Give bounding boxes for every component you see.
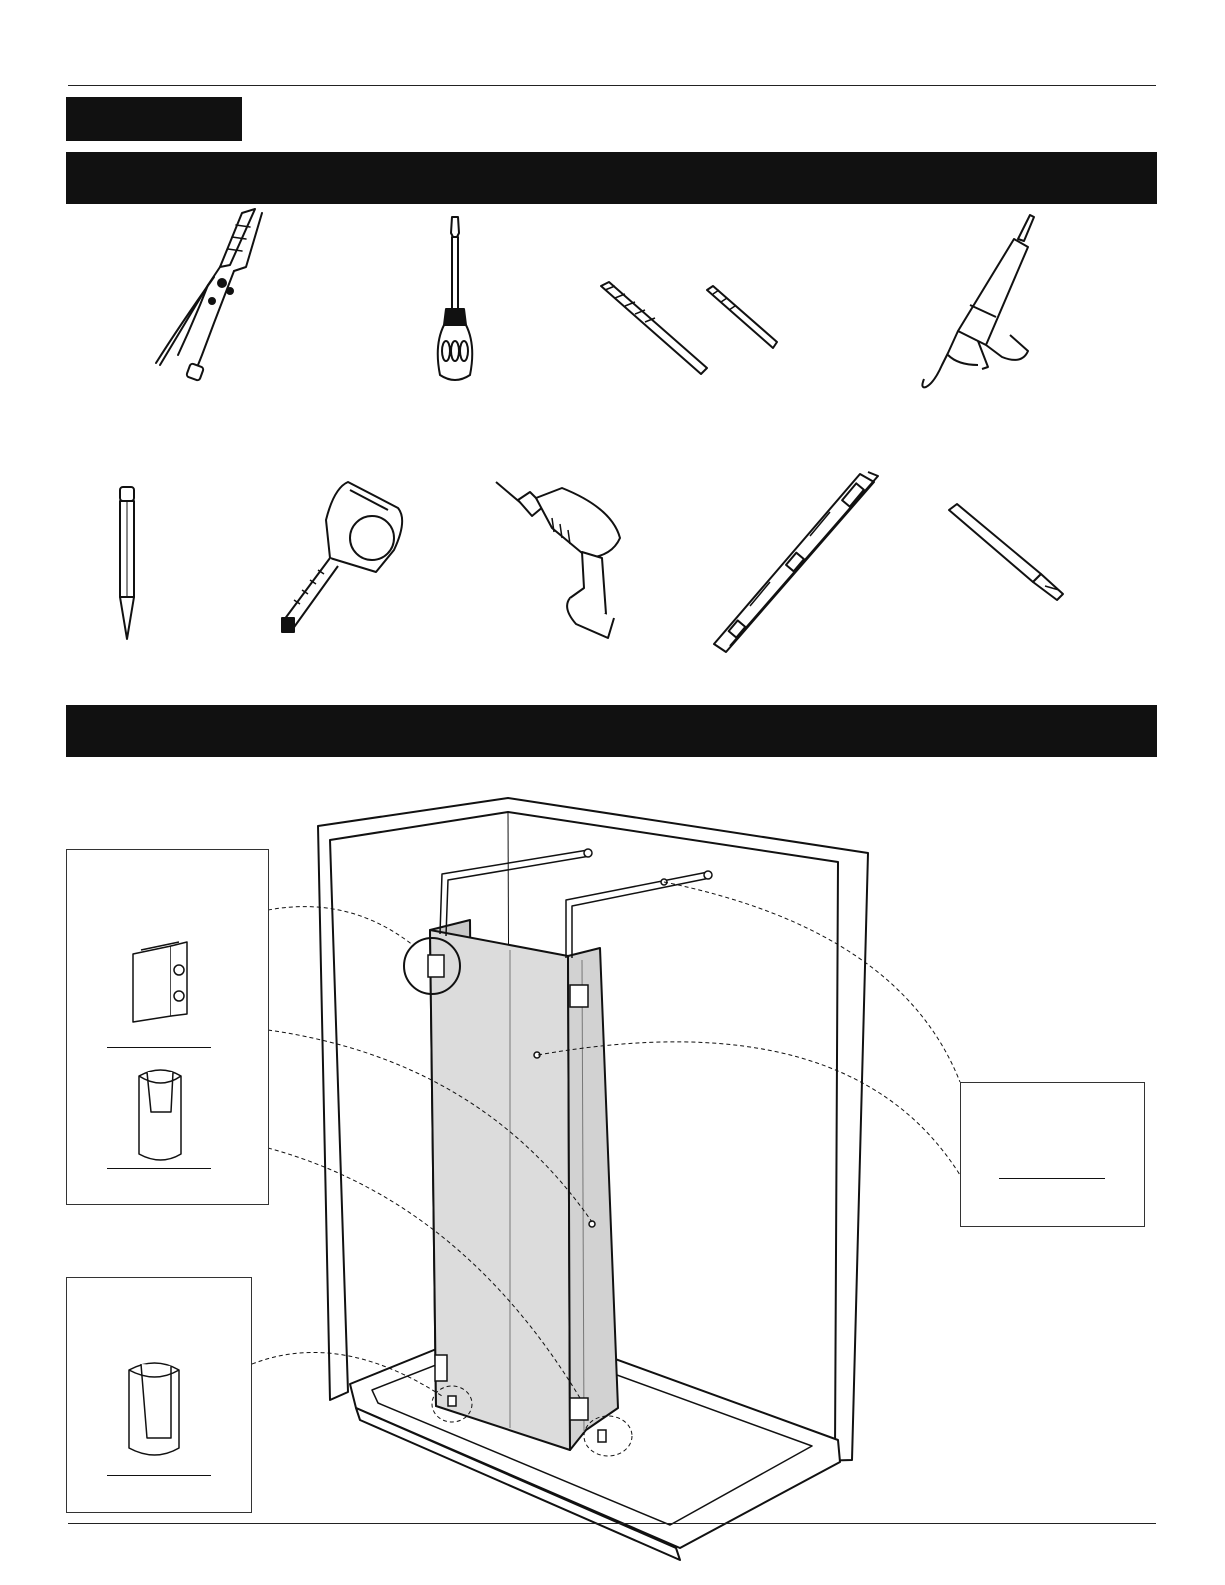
support-bar-label-underline [999, 1178, 1105, 1179]
drill-bits-icon [595, 280, 785, 380]
section-tab [66, 97, 242, 141]
glass-panels [430, 920, 618, 1450]
callout-support-bar [960, 1082, 1145, 1227]
clamp-label-underline [107, 1047, 211, 1048]
top-rule [68, 85, 1156, 86]
glass-hardware [428, 955, 606, 1442]
pivot-label-underline [107, 1168, 211, 1169]
power-drill-icon [492, 478, 632, 643]
bottom-rule [68, 1523, 1156, 1524]
callout-bottom-pivot [66, 1277, 252, 1513]
installation-header-bar [66, 705, 1157, 757]
glass-clamp-icon [133, 942, 187, 1022]
screwdriver-icon [430, 215, 480, 385]
detail-circles [404, 938, 460, 994]
support-bars [440, 849, 712, 958]
bottom-pivot-label-underline [107, 1475, 211, 1476]
leader-lines [252, 882, 960, 1398]
callout-hardware-set [66, 849, 269, 1205]
glass-drill-bit-icon [945, 502, 1070, 602]
pencil-icon [112, 485, 142, 645]
shower-walls [318, 798, 868, 1461]
pivot-clip-icon [139, 1070, 181, 1160]
caulking-gun-icon [918, 215, 1043, 395]
tools-header-bar [66, 152, 1157, 204]
shower-base [350, 1320, 840, 1560]
detail-dashed-circles [432, 1386, 632, 1456]
level-icon [710, 470, 880, 655]
locking-pliers-icon [150, 205, 270, 385]
bottom-pivot-icon [129, 1363, 179, 1455]
tape-measure-icon [278, 480, 408, 635]
